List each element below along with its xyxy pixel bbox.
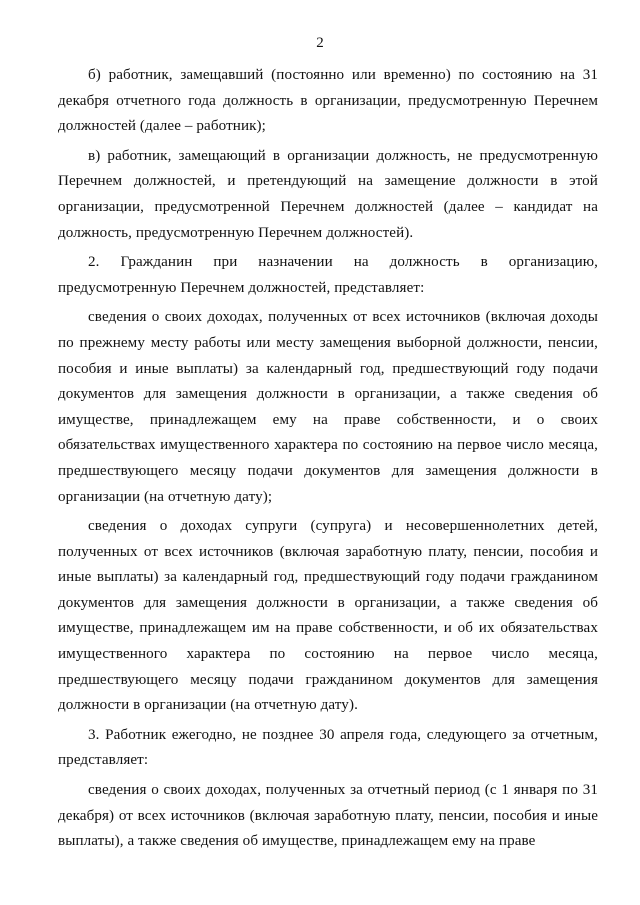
paragraph-family-income: сведения о доходах супруги (супруга) и несовершеннолетних детей, полученных от всех источников (включая заработную плату, пенсии, пособия и иные выплаты) за календарный год, предшествующий году подачи гражданином документов для замещения должности в организации, а также сведения об имуществе, принадлежащем им на праве собственности, и об их обязательствах имущественного характера по состоянию на первое число месяца, предшествующего месяцу подачи гражданином документов для замещения должности в организации (на отчетную дату).	[58, 518, 598, 714]
paragraph-item-b: б) работник, замещавший (постоянно или временно) по состоянию на 31 декабря отчетного года должность в организации, предусмотренную Перечнем должностей (далее – работник);	[58, 67, 598, 135]
paragraph-annual-income: сведения о своих доходах, полученных за отчетный период (с 1 января по 31 декабря) от всех источников (включая заработную плату, пенсии, пособия и иные выплаты), а также сведения об имуществе, принадлежащем ему на праве	[58, 782, 598, 850]
paragraph-own-income: сведения о своих доходах, полученных от всех источников (включая доходы по прежнему месту работы или месту замещения выборной должности, пенсии, пособия и иные выплаты) за календарный год, предшествующий году подачи документов для замещения должности в организации, а также сведения об имуществе, принадлежащем ему на праве собственности, и о своих обязательствах имущественного характера по состоянию на первое число месяца, предшествующего месяцу подачи документов для замещения должности в организации (на отчетную дату);	[58, 309, 598, 505]
page-number: 2	[316, 35, 324, 51]
document-body	[58, 63, 598, 859]
paragraph-section-2: 2. Гражданин при назначении на должность в организацию, предусмотренную Перечнем должностей, представляет:	[58, 254, 598, 296]
paragraph-item-v: в) работник, замещающий в организации должность, не предусмотренную Перечнем должностей, и претендующий на замещение должности в этой организации, предусмотренной Перечнем должностей (далее – кандидат на должность, предусмотренную Перечнем должностей).	[58, 147, 598, 241]
paragraph-section-3: 3. Работник ежегодно, не позднее 30 апреля года, следующего за отчетным, представляет:	[58, 726, 598, 769]
